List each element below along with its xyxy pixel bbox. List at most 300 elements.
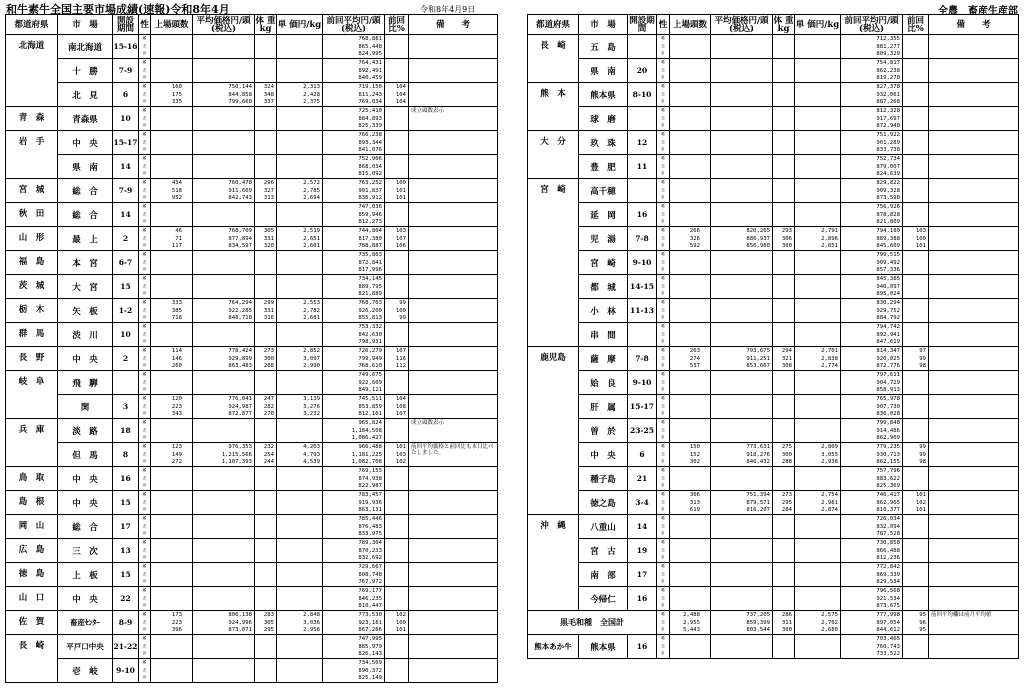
prev-ratio-value [903,523,929,531]
prev-ratio-value [385,283,409,291]
table-row [528,443,1019,451]
prev-ratio-value [903,403,929,411]
sex-label: 去 [657,547,670,555]
sex-label: 雌 [657,491,670,499]
head-count-value [670,283,711,291]
unit-price-value [277,139,323,147]
prev-avg-value: 753,332 [323,323,385,331]
weight-value [773,579,795,587]
prev-avg-value: 929,752 [841,307,903,315]
prev-ratio-value [385,139,409,147]
prev-ratio-value [903,59,929,67]
table-row [6,371,498,379]
prev-avg-value: 799,949 [323,355,385,363]
unit-price-value [277,51,323,59]
avg-price-value: 750,144 [193,83,255,91]
prefecture-cell: 岡 山 [6,515,58,539]
head-count-value: 385 [151,307,193,315]
unit-price-value [277,555,323,563]
unit-price-value: 2,848 [277,611,323,619]
prefecture-cell: 長 崎 [6,635,58,683]
head-count-value: 313 [670,499,711,507]
weight-value [255,43,277,51]
weight-value [773,419,795,427]
avg-price-value [711,571,773,579]
remarks-cell [409,515,498,539]
head-count-value [151,123,193,131]
sex-label: 計 [139,195,151,203]
sex-label: 計 [139,147,151,155]
head-count-value [670,555,711,563]
avg-price-value [193,139,255,147]
prev-ratio-value [385,419,409,427]
prev-avg-value: 845,609 [841,243,903,251]
avg-price-value [711,595,773,603]
market-cell: 最 上 [58,227,113,251]
prev-ratio-value: 104 [385,99,409,107]
head-count-value: 223 [151,619,193,627]
unit-price-value: 3,139 [277,395,323,403]
market-cell: 飛 騨 [58,371,113,395]
avg-price-value [711,147,773,155]
avg-price-value [193,291,255,299]
unit-price-value [277,131,323,139]
remarks-cell [409,563,498,587]
prev-avg-value: 764,431 [323,59,385,67]
avg-price-value: 1,107,393 [193,459,255,467]
prev-avg-value: 787,528 [841,531,903,539]
prev-avg-value: 812,328 [841,107,903,115]
sex-label: 計 [657,363,670,371]
prev-ratio-value [385,123,409,131]
head-count-value: 120 [151,395,193,403]
prev-ratio-value [385,667,409,675]
unit-price-value [795,267,841,275]
avg-price-value [193,523,255,531]
avg-price-value: 918,276 [711,451,773,459]
prev-avg-value: 768,881 [323,35,385,43]
avg-price-value [193,547,255,555]
prev-avg-value: 799,515 [841,251,903,259]
head-count-value [151,35,193,43]
prev-ratio-value [903,131,929,139]
unit-price-value [277,499,323,507]
market-cell: 平戸口中央 [58,635,113,659]
period-cell: 8-9 [113,611,139,635]
head-count-value: 260 [151,363,193,371]
unit-price-value [795,339,841,347]
avg-price-value [711,331,773,339]
sex-label: 計 [139,315,151,323]
prev-ratio-value: 102 [385,611,409,619]
avg-price-value [193,251,255,259]
prefecture-cell: 青 森 [6,107,58,131]
head-count-value: 619 [670,507,711,515]
prev-ratio-value [385,579,409,587]
head-count-value: 114 [151,347,193,355]
head-count-value [670,595,711,603]
unit-price-value [795,187,841,195]
prev-avg-value: 808,748 [323,571,385,579]
avg-price-value: 911,251 [711,355,773,363]
avg-price-value: 856,980 [711,243,773,251]
sex-label: 去 [657,91,670,99]
period-cell: 9-10 [628,371,657,395]
prev-avg-value: 923,181 [323,619,385,627]
remarks-cell: 前回平均価格と前回比も本日比べたしました。 [409,443,498,467]
unit-price-value [795,163,841,171]
head-count-value [151,651,193,659]
prev-avg-value: 824,995 [323,51,385,59]
prev-avg-value: 794,742 [841,323,903,331]
unit-price-value: 2,601 [277,243,323,251]
unit-price-value [795,203,841,211]
avg-price-value: 816,207 [711,507,773,515]
prev-ratio-value: 104 [385,395,409,403]
weight-value [255,371,277,379]
market-cell: 薩 摩 [579,347,628,371]
period-cell: 14 [628,515,657,539]
avg-price-value [193,595,255,603]
prev-ratio-value: 107 [385,347,409,355]
prev-avg-value: 772,842 [841,563,903,571]
market-cell: 南 部 [579,563,628,587]
head-count-value [670,515,711,523]
weight-value [773,299,795,307]
weight-value [773,475,795,483]
prev-ratio-value [385,371,409,379]
period-cell: 15 [113,563,139,587]
weight-value [773,107,795,115]
avg-price-value [193,563,255,571]
weight-value [773,523,795,531]
head-count-value [151,507,193,515]
period-cell: 14 [113,155,139,179]
prev-avg-value: 833,738 [841,147,903,155]
prev-avg-value: 921,534 [841,595,903,603]
sex-label: 雌 [139,491,151,499]
prev-ratio-value [903,259,929,267]
weight-value [255,35,277,43]
unit-price-value [277,259,323,267]
market-cell: 宮 崎 [579,251,628,275]
sex-label: 去 [139,643,151,651]
col-remarks: 備 考 [929,15,1019,35]
prev-ratio-value [903,467,929,475]
head-count-value [670,51,711,59]
sex-label: 計 [657,603,670,611]
avg-price-value [193,259,255,267]
avg-price-value: 879,571 [711,499,773,507]
head-count-value: 266 [670,227,711,235]
period-cell: 16 [113,467,139,491]
prev-avg-value: 874,938 [323,475,385,483]
prev-ratio-value [903,35,929,43]
avg-price-value [711,467,773,475]
remarks-cell [409,635,498,659]
sex-label: 計 [657,291,670,299]
unit-price-value [277,539,323,547]
sex-label: 雌 [657,203,670,211]
sex-label: 去 [139,667,151,675]
weight-value [255,603,277,611]
weight-value: 299 [255,299,277,307]
head-count-value [670,259,711,267]
col-unit-price: 単 価円/kg [277,15,323,35]
sex-label: 雌 [139,59,151,67]
weight-value [255,555,277,563]
market-cell: 畜産ｾﾝﾀｰ [58,611,113,635]
prev-ratio-value [903,211,929,219]
unit-price-value [795,419,841,427]
weight-value [255,579,277,587]
sex-label: 雌 [657,467,670,475]
unit-price-value [277,467,323,475]
unit-price-value [795,115,841,123]
table-row [6,395,498,403]
market-cell: 但 馬 [58,443,113,467]
sex-label: 雌 [657,443,670,451]
head-count-value [151,147,193,155]
avg-price-value [711,555,773,563]
market-cell: 中 央 [579,443,628,467]
market-cell: 宮 古 [579,539,628,563]
prev-avg-value: 810,377 [841,507,903,515]
period-cell: 6-7 [113,251,139,275]
period-cell: 23-25 [628,419,657,443]
head-count-value: 333 [151,299,193,307]
head-count-value [151,75,193,83]
prev-ratio-value: 107 [385,235,409,243]
sex-label: 去 [657,139,670,147]
remarks-cell [409,35,498,59]
prev-ratio-value [903,107,929,115]
unit-price-value: 2,651 [277,235,323,243]
sex-label: 計 [657,51,670,59]
sex-label: 計 [657,483,670,491]
table-row [528,107,1019,115]
sex-label: 雌 [139,203,151,211]
prev-ratio-value: 101 [903,507,929,515]
weight-value [773,203,795,211]
market-cell: 北 見 [58,83,113,107]
avg-price-value [711,187,773,195]
prev-ratio-value [903,379,929,387]
head-count-value [151,635,193,643]
table-row [528,35,1019,43]
unit-price-value [795,483,841,491]
avg-price-value [711,475,773,483]
head-count-value [670,563,711,571]
unit-price-value [277,267,323,275]
prefecture-cell: 長 崎 [528,35,579,83]
unit-price-value [277,483,323,491]
table-row [528,59,1019,67]
total-prev-avg: 844,612 [841,627,903,635]
unit-price-value [277,323,323,331]
unit-price-value [795,251,841,259]
table-row [6,251,498,259]
weight-value [255,323,277,331]
head-count-value: 335 [151,99,193,107]
head-count-value [670,547,711,555]
prev-ratio-value [385,163,409,171]
weight-value [773,131,795,139]
sex-label: 計 [657,435,670,443]
sex-label: 計 [657,339,670,347]
prev-avg-value: 788,887 [323,243,385,251]
unit-price-value [795,539,841,547]
weight-value [255,107,277,115]
prev-ratio-value [903,555,929,563]
weight-value [773,291,795,299]
prev-avg-value: 824,639 [841,171,903,179]
avg-price-value [193,579,255,587]
remarks-cell [409,611,498,635]
weight-value: 348 [255,91,277,99]
table-row [6,275,498,283]
col-prev-ratio: 前回比% [385,15,409,35]
remarks-cell [409,347,498,371]
avg-price-value [193,275,255,283]
weight-value [255,291,277,299]
total-row [528,611,1019,619]
prev-avg-value: 853,859 [323,403,385,411]
market-cell: 児 湯 [579,227,628,251]
prev-avg-value: 734,569 [323,659,385,667]
head-count-value: 592 [670,243,711,251]
sex-label: 雌 [657,419,670,427]
prev-ratio-value: 99 [903,451,929,459]
sex-label: 去 [657,475,670,483]
prefecture-cell: 山 口 [6,587,58,611]
head-count-value: 150 [670,443,711,451]
prev-ratio-value: 104 [385,91,409,99]
head-count-value [670,467,711,475]
table-row [528,587,1019,595]
prev-ratio-value [903,595,929,603]
weight-value [773,371,795,379]
prefecture-cell: 群 馬 [6,323,58,347]
sex-label: 計 [139,243,151,251]
col-head-count: 上場頭数 [151,15,193,35]
weight-value [255,67,277,75]
period-cell: 20 [628,59,657,83]
unit-price-value [795,147,841,155]
period-cell: 14 [113,203,139,227]
sex-label: 計 [139,483,151,491]
period-cell: 21 [628,467,657,491]
prev-avg-value: 785,446 [323,515,385,523]
weight-value [255,563,277,571]
weight-value [255,203,277,211]
weight-value [773,51,795,59]
prev-avg-value: 870,233 [323,547,385,555]
sex-label: 計 [657,267,670,275]
period-cell [113,371,139,395]
weight-value: 244 [255,459,277,467]
avg-price-value [711,155,773,163]
head-count-value [670,195,711,203]
unit-price-value [795,91,841,99]
sex-label: 計 [139,459,151,467]
avg-price-value [711,371,773,379]
sex-label: 去 [139,163,151,171]
weight-value [255,435,277,443]
prev-avg-value: 796,568 [841,587,903,595]
weight-value [773,67,795,75]
sex-label: 雌 [657,347,670,355]
weight-value: 295 [255,627,277,635]
unit-price-value [795,571,841,579]
market-cell: 本 宮 [58,251,113,275]
remarks-cell [929,251,1019,275]
prev-avg-value: 766,238 [323,131,385,139]
head-count-value: 152 [670,451,711,459]
prev-ratio-value [385,587,409,595]
remarks-cell [929,203,1019,227]
sex-label: 去 [139,595,151,603]
weight-value [773,91,795,99]
prev-avg-value: 884,792 [841,315,903,323]
weight-value [773,483,795,491]
avg-price-value [711,283,773,291]
avg-price-value [193,467,255,475]
table-row [528,539,1019,547]
remarks-cell [929,467,1019,491]
prev-avg-value: 881,277 [841,43,903,51]
prev-avg-value: 832,094 [841,523,903,531]
avg-price-value [711,107,773,115]
prev-ratio-value [903,483,929,491]
prev-avg-value: 812,161 [323,411,385,419]
head-count-value [151,219,193,227]
sex-label: 計 [657,123,670,131]
sex-label: 去 [657,307,670,315]
avg-price-value [711,299,773,307]
avg-price-value: 873,071 [193,627,255,635]
prev-ratio-value [385,475,409,483]
remarks-cell [929,323,1019,347]
unit-price-value [795,75,841,83]
weight-value [255,251,277,259]
table-row [528,203,1019,211]
akaushi-head-count [670,643,711,651]
prev-ratio-value: 103 [385,227,409,235]
prev-avg-value: 965,824 [323,419,385,427]
avg-price-value [711,563,773,571]
avg-price-value [193,59,255,67]
market-cell: 姶 良 [579,371,628,395]
sex-label: 去 [139,91,151,99]
unit-price-value [277,587,323,595]
head-count-value [151,667,193,675]
head-count-value [151,67,193,75]
avg-price-value: 778,424 [193,347,255,355]
sex-label: 計 [657,531,670,539]
sex-label: 去 [657,643,670,651]
prev-avg-value: 919,936 [323,499,385,507]
head-count-value [151,275,193,283]
prev-ratio-value [385,59,409,67]
avg-price-value [711,195,773,203]
sex-label: 計 [657,147,670,155]
avg-price-value [193,163,255,171]
prev-ratio-value: 101 [385,195,409,203]
avg-price-value [711,275,773,283]
weight-value: 275 [773,443,795,451]
avg-price-value: 872,877 [193,411,255,419]
